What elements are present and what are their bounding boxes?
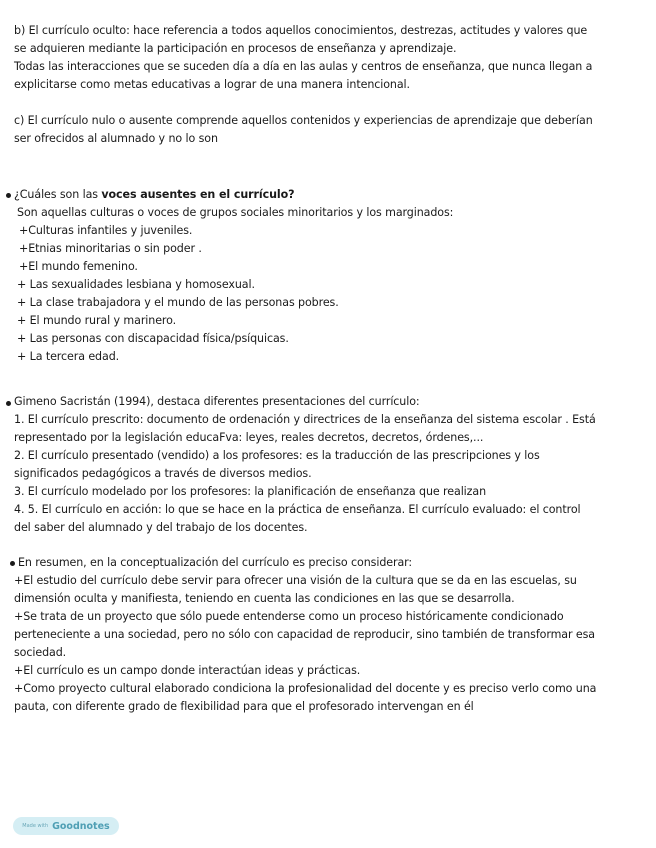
voces-intro: Son aquellas culturas o voces de grupos sociales minoritarios y los marginados:	[17, 206, 454, 219]
section-b-line-1: b) El currículo oculto: hace referencia a todos aquellos conocimientos, destrezas, actitudes y valores que	[14, 24, 588, 37]
resumen-heading: En resumen, en la conceptualización del currículo es preciso considerar:	[18, 556, 413, 569]
voces-item: + La tercera edad.	[17, 350, 120, 363]
resumen-line: pauta, con diferente grado de flexibilidad para que el profesorado intervengan en él	[14, 700, 474, 713]
gimeno-line: 2. El currículo presentado (vendido) a los profesores: es la traducción de las prescripciones y los	[14, 449, 540, 462]
resumen-line: sociedad.	[14, 646, 67, 659]
gimeno-line: 3. El currículo modelado por los profesores: la planificación de enseñanza que realizan	[14, 485, 487, 498]
gimeno-line: del saber del alumnado y del trabajo de los docentes.	[14, 521, 308, 534]
voces-item: +El mundo femenino.	[19, 260, 138, 273]
gimeno-heading: Gimeno Sacristán (1994), destaca diferentes presentaciones del currículo:	[14, 395, 420, 408]
bullet-dot-icon	[6, 193, 11, 198]
voces-item: +Etnias minoritarias o sin poder .	[19, 242, 202, 255]
voces-item: + La clase trabajadora y el mundo de las personas pobres.	[17, 296, 339, 309]
voces-item: +Culturas infantiles y juveniles.	[19, 224, 193, 237]
voces-item: + Las personas con discapacidad física/psíquicas.	[17, 332, 289, 345]
resumen-line: +El currículo es un campo donde interactúan ideas y prácticas.	[14, 664, 361, 677]
resumen-line: perteneciente a una sociedad, pero no sólo con capacidad de reproducir, sino también de transformar esa	[14, 628, 595, 641]
made-with-label: Made with	[22, 823, 49, 829]
resumen-line: dimensión oculta y manifiesta, teniendo en cuenta las condiciones en las que se desarrolla.	[14, 592, 515, 605]
voces-item: + El mundo rural y marinero.	[17, 314, 177, 327]
resumen-line: +Como proyecto cultural elaborado condiciona la profesionalidad del docente y es preciso verlo como una	[14, 682, 597, 695]
gimeno-line: significados pedagógicos a través de diversos medios.	[14, 467, 312, 480]
section-c-line-2: ser ofrecidos al alumnado y no lo son	[14, 132, 218, 145]
section-b-line-4: explicitarse como metas educativas a lograr de una manera intencional.	[14, 78, 410, 91]
gimeno-line: representado por la legislación educaFva: leyes, reales decretos, decretos, órdenes,...	[14, 431, 484, 444]
gimeno-line: 1. El currículo prescrito: documento de ordenación y directrices de la enseñanza del sistema escolar . Está	[14, 413, 596, 426]
section-b-line-2: se adquieren mediante la participación en procesos de enseñanza y aprendizaje.	[14, 42, 457, 55]
bullet-dot-icon	[6, 401, 11, 406]
voces-question	[14, 188, 294, 202]
resumen-line: +El estudio del currículo debe servir para ofrecer una visión de la cultura que se da en las escuelas, su	[14, 574, 577, 587]
made-with-goodnotes-badge	[13, 817, 119, 835]
voces-question-bold: voces ausentes en el currículo?	[101, 188, 295, 201]
gimeno-line: 4. 5. El currículo en acción: lo que se hace en la práctica de enseñanza. El currículo evaluado: el control	[14, 503, 581, 516]
bullet-dot-icon	[10, 561, 15, 566]
goodnotes-logo: Goodnotes	[52, 820, 110, 832]
resumen-line: +Se trata de un proyecto que sólo puede entenderse como un proceso históricamente condicionado	[14, 610, 564, 623]
section-b-line-3: Todas las interacciones que se suceden día a día en las aulas y centros de enseñanza, que nunca llegan a	[14, 60, 593, 73]
section-c-line-1: c) El currículo nulo o ausente comprende aquellos contenidos y experiencias de aprendizaje que deberían	[14, 114, 593, 127]
voces-item: + Las sexualidades lesbiana y homosexual.	[17, 278, 255, 291]
voces-question-prefix: ¿Cuáles son las	[14, 188, 102, 201]
